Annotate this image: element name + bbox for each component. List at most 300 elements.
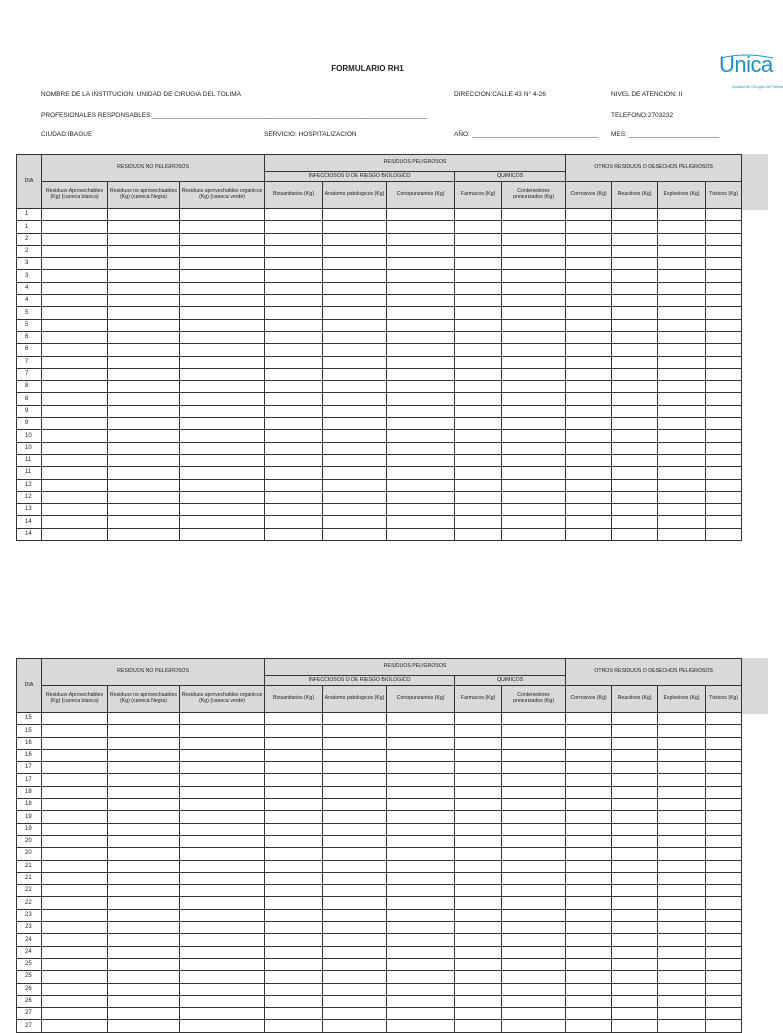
entry-cell[interactable] — [612, 307, 658, 319]
entry-cell[interactable] — [566, 983, 612, 995]
entry-cell[interactable] — [612, 454, 658, 466]
entry-cell[interactable] — [706, 971, 742, 983]
entry-cell[interactable] — [455, 368, 502, 380]
entry-cell[interactable] — [612, 418, 658, 430]
entry-cell[interactable] — [455, 479, 502, 491]
entry-cell[interactable] — [108, 344, 180, 356]
entry-cell[interactable] — [706, 958, 742, 970]
entry-cell[interactable] — [612, 897, 658, 909]
entry-cell[interactable] — [502, 221, 566, 233]
entry-cell[interactable] — [180, 221, 265, 233]
entry-cell[interactable] — [455, 295, 502, 307]
entry-cell[interactable] — [566, 491, 612, 503]
entry-cell[interactable] — [658, 1008, 706, 1020]
entry-cell[interactable] — [180, 762, 265, 774]
entry-cell[interactable] — [706, 1008, 742, 1020]
entry-cell[interactable] — [323, 442, 387, 454]
entry-cell[interactable] — [658, 258, 706, 270]
entry-cell[interactable] — [566, 971, 612, 983]
entry-cell[interactable] — [42, 713, 108, 725]
entry-cell[interactable] — [612, 737, 658, 749]
entry-cell[interactable] — [566, 897, 612, 909]
entry-cell[interactable] — [265, 713, 323, 725]
entry-cell[interactable] — [42, 331, 108, 343]
entry-cell[interactable] — [566, 799, 612, 811]
entry-cell[interactable] — [566, 319, 612, 331]
entry-cell[interactable] — [180, 233, 265, 245]
entry-cell[interactable] — [180, 454, 265, 466]
entry-cell[interactable] — [612, 885, 658, 897]
entry-cell[interactable] — [108, 393, 180, 405]
entry-cell[interactable] — [612, 368, 658, 380]
entry-cell[interactable] — [387, 430, 455, 442]
entry-cell[interactable] — [323, 233, 387, 245]
entry-cell[interactable] — [323, 811, 387, 823]
entry-cell[interactable] — [265, 1008, 323, 1020]
entry-cell[interactable] — [455, 491, 502, 503]
entry-cell[interactable] — [387, 209, 455, 221]
entry-cell[interactable] — [265, 258, 323, 270]
entry-cell[interactable] — [658, 479, 706, 491]
entry-cell[interactable] — [323, 516, 387, 528]
mes-field[interactable]: MES: _________________________ — [611, 131, 720, 138]
entry-cell[interactable] — [706, 713, 742, 725]
entry-cell[interactable] — [265, 958, 323, 970]
entry-cell[interactable] — [108, 971, 180, 983]
entry-cell[interactable] — [658, 368, 706, 380]
entry-cell[interactable] — [387, 909, 455, 921]
entry-cell[interactable] — [42, 823, 108, 835]
entry-cell[interactable] — [323, 393, 387, 405]
entry-cell[interactable] — [108, 725, 180, 737]
entry-cell[interactable] — [502, 516, 566, 528]
entry-cell[interactable] — [658, 872, 706, 884]
entry-cell[interactable] — [455, 258, 502, 270]
entry-cell[interactable] — [323, 467, 387, 479]
entry-cell[interactable] — [323, 737, 387, 749]
entry-cell[interactable] — [387, 344, 455, 356]
entry-cell[interactable] — [265, 430, 323, 442]
entry-cell[interactable] — [180, 344, 265, 356]
entry-cell[interactable] — [387, 393, 455, 405]
entry-cell[interactable] — [108, 270, 180, 282]
entry-cell[interactable] — [658, 786, 706, 798]
entry-cell[interactable] — [566, 848, 612, 860]
entry-cell[interactable] — [612, 848, 658, 860]
entry-cell[interactable] — [323, 762, 387, 774]
entry-cell[interactable] — [108, 258, 180, 270]
entry-cell[interactable] — [566, 823, 612, 835]
entry-cell[interactable] — [387, 737, 455, 749]
entry-cell[interactable] — [180, 737, 265, 749]
entry-cell[interactable] — [180, 504, 265, 516]
entry-cell[interactable] — [502, 749, 566, 761]
entry-cell[interactable] — [42, 479, 108, 491]
entry-cell[interactable] — [265, 368, 323, 380]
entry-cell[interactable] — [387, 331, 455, 343]
entry-cell[interactable] — [265, 909, 323, 921]
entry-cell[interactable] — [42, 725, 108, 737]
entry-cell[interactable] — [658, 282, 706, 294]
entry-cell[interactable] — [455, 454, 502, 466]
entry-cell[interactable] — [502, 946, 566, 958]
entry-cell[interactable] — [265, 270, 323, 282]
entry-cell[interactable] — [387, 774, 455, 786]
entry-cell[interactable] — [502, 713, 566, 725]
entry-cell[interactable] — [566, 467, 612, 479]
entry-cell[interactable] — [706, 749, 742, 761]
entry-cell[interactable] — [612, 282, 658, 294]
entry-cell[interactable] — [180, 331, 265, 343]
entry-cell[interactable] — [108, 983, 180, 995]
entry-cell[interactable] — [387, 762, 455, 774]
entry-cell[interactable] — [42, 295, 108, 307]
entry-cell[interactable] — [706, 725, 742, 737]
entry-cell[interactable] — [42, 233, 108, 245]
entry-cell[interactable] — [566, 1020, 612, 1032]
entry-cell[interactable] — [706, 1020, 742, 1032]
entry-cell[interactable] — [658, 823, 706, 835]
entry-cell[interactable] — [455, 381, 502, 393]
entry-cell[interactable] — [265, 737, 323, 749]
entry-cell[interactable] — [265, 1020, 323, 1032]
entry-cell[interactable] — [455, 885, 502, 897]
entry-cell[interactable] — [706, 823, 742, 835]
entry-cell[interactable] — [455, 209, 502, 221]
entry-cell[interactable] — [706, 799, 742, 811]
entry-cell[interactable] — [658, 295, 706, 307]
entry-cell[interactable] — [706, 786, 742, 798]
entry-cell[interactable] — [566, 725, 612, 737]
entry-cell[interactable] — [42, 958, 108, 970]
entry-cell[interactable] — [566, 381, 612, 393]
entry-cell[interactable] — [612, 405, 658, 417]
entry-cell[interactable] — [612, 430, 658, 442]
entry-cell[interactable] — [455, 405, 502, 417]
entry-cell[interactable] — [180, 491, 265, 503]
entry-cell[interactable] — [502, 405, 566, 417]
entry-cell[interactable] — [265, 282, 323, 294]
entry-cell[interactable] — [455, 823, 502, 835]
entry-cell[interactable] — [265, 418, 323, 430]
entry-cell[interactable] — [387, 270, 455, 282]
entry-cell[interactable] — [108, 1008, 180, 1020]
entry-cell[interactable] — [42, 835, 108, 847]
entry-cell[interactable] — [658, 749, 706, 761]
entry-cell[interactable] — [108, 282, 180, 294]
entry-cell[interactable] — [612, 909, 658, 921]
entry-cell[interactable] — [265, 934, 323, 946]
entry-cell[interactable] — [108, 233, 180, 245]
entry-cell[interactable] — [455, 430, 502, 442]
entry-cell[interactable] — [323, 971, 387, 983]
entry-cell[interactable] — [108, 319, 180, 331]
entry-cell[interactable] — [658, 356, 706, 368]
entry-cell[interactable] — [265, 860, 323, 872]
entry-cell[interactable] — [323, 307, 387, 319]
entry-cell[interactable] — [108, 958, 180, 970]
entry-cell[interactable] — [455, 516, 502, 528]
entry-cell[interactable] — [265, 971, 323, 983]
entry-cell[interactable] — [658, 491, 706, 503]
entry-cell[interactable] — [42, 393, 108, 405]
entry-cell[interactable] — [265, 516, 323, 528]
entry-cell[interactable] — [455, 848, 502, 860]
entry-cell[interactable] — [566, 1008, 612, 1020]
entry-cell[interactable] — [180, 442, 265, 454]
entry-cell[interactable] — [180, 270, 265, 282]
entry-cell[interactable] — [108, 442, 180, 454]
entry-cell[interactable] — [502, 467, 566, 479]
entry-cell[interactable] — [612, 922, 658, 934]
entry-cell[interactable] — [706, 995, 742, 1007]
entry-cell[interactable] — [706, 405, 742, 417]
entry-cell[interactable] — [108, 897, 180, 909]
entry-cell[interactable] — [566, 356, 612, 368]
entry-cell[interactable] — [323, 860, 387, 872]
entry-cell[interactable] — [455, 270, 502, 282]
entry-cell[interactable] — [566, 811, 612, 823]
entry-cell[interactable] — [612, 946, 658, 958]
entry-cell[interactable] — [180, 245, 265, 257]
entry-cell[interactable] — [42, 848, 108, 860]
entry-cell[interactable] — [265, 405, 323, 417]
entry-cell[interactable] — [612, 245, 658, 257]
entry-cell[interactable] — [323, 958, 387, 970]
entry-cell[interactable] — [658, 737, 706, 749]
entry-cell[interactable] — [502, 233, 566, 245]
entry-cell[interactable] — [108, 737, 180, 749]
entry-cell[interactable] — [265, 344, 323, 356]
entry-cell[interactable] — [323, 282, 387, 294]
entry-cell[interactable] — [387, 823, 455, 835]
entry-cell[interactable] — [658, 467, 706, 479]
entry-cell[interactable] — [180, 356, 265, 368]
entry-cell[interactable] — [323, 295, 387, 307]
entry-cell[interactable] — [180, 971, 265, 983]
entry-cell[interactable] — [612, 258, 658, 270]
entry-cell[interactable] — [323, 221, 387, 233]
entry-cell[interactable] — [387, 221, 455, 233]
entry-cell[interactable] — [42, 983, 108, 995]
entry-cell[interactable] — [566, 405, 612, 417]
entry-cell[interactable] — [455, 725, 502, 737]
entry-cell[interactable] — [566, 393, 612, 405]
entry-cell[interactable] — [706, 946, 742, 958]
entry-cell[interactable] — [387, 885, 455, 897]
entry-cell[interactable] — [180, 282, 265, 294]
entry-cell[interactable] — [658, 811, 706, 823]
entry-cell[interactable] — [658, 762, 706, 774]
entry-cell[interactable] — [108, 479, 180, 491]
entry-cell[interactable] — [108, 356, 180, 368]
entry-cell[interactable] — [323, 983, 387, 995]
entry-cell[interactable] — [387, 983, 455, 995]
entry-cell[interactable] — [612, 1008, 658, 1020]
entry-cell[interactable] — [180, 725, 265, 737]
entry-cell[interactable] — [265, 946, 323, 958]
entry-cell[interactable] — [42, 897, 108, 909]
entry-cell[interactable] — [658, 774, 706, 786]
entry-cell[interactable] — [265, 897, 323, 909]
entry-cell[interactable] — [387, 479, 455, 491]
entry-cell[interactable] — [323, 774, 387, 786]
entry-cell[interactable] — [566, 995, 612, 1007]
entry-cell[interactable] — [323, 258, 387, 270]
entry-cell[interactable] — [612, 295, 658, 307]
entry-cell[interactable] — [265, 799, 323, 811]
entry-cell[interactable] — [455, 356, 502, 368]
entry-cell[interactable] — [42, 749, 108, 761]
entry-cell[interactable] — [612, 762, 658, 774]
entry-cell[interactable] — [323, 491, 387, 503]
entry-cell[interactable] — [42, 934, 108, 946]
entry-cell[interactable] — [323, 786, 387, 798]
entry-cell[interactable] — [658, 971, 706, 983]
entry-cell[interactable] — [658, 1020, 706, 1032]
entry-cell[interactable] — [265, 442, 323, 454]
entry-cell[interactable] — [706, 479, 742, 491]
entry-cell[interactable] — [42, 258, 108, 270]
entry-cell[interactable] — [42, 430, 108, 442]
entry-cell[interactable] — [42, 467, 108, 479]
entry-cell[interactable] — [42, 381, 108, 393]
entry-cell[interactable] — [658, 319, 706, 331]
entry-cell[interactable] — [42, 368, 108, 380]
entry-cell[interactable] — [180, 1020, 265, 1032]
entry-cell[interactable] — [108, 504, 180, 516]
entry-cell[interactable] — [502, 344, 566, 356]
entry-cell[interactable] — [42, 872, 108, 884]
entry-cell[interactable] — [455, 233, 502, 245]
entry-cell[interactable] — [42, 356, 108, 368]
entry-cell[interactable] — [658, 504, 706, 516]
entry-cell[interactable] — [265, 786, 323, 798]
entry-cell[interactable] — [502, 418, 566, 430]
entry-cell[interactable] — [502, 860, 566, 872]
entry-cell[interactable] — [323, 479, 387, 491]
entry-cell[interactable] — [612, 799, 658, 811]
entry-cell[interactable] — [323, 344, 387, 356]
entry-cell[interactable] — [706, 221, 742, 233]
entry-cell[interactable] — [706, 209, 742, 221]
entry-cell[interactable] — [108, 823, 180, 835]
entry-cell[interactable] — [612, 725, 658, 737]
entry-cell[interactable] — [502, 737, 566, 749]
entry-cell[interactable] — [180, 848, 265, 860]
entry-cell[interactable] — [265, 995, 323, 1007]
entry-cell[interactable] — [108, 368, 180, 380]
entry-cell[interactable] — [265, 983, 323, 995]
entry-cell[interactable] — [42, 319, 108, 331]
entry-cell[interactable] — [323, 1008, 387, 1020]
entry-cell[interactable] — [566, 307, 612, 319]
entry-cell[interactable] — [387, 946, 455, 958]
entry-cell[interactable] — [387, 860, 455, 872]
entry-cell[interactable] — [323, 909, 387, 921]
entry-cell[interactable] — [387, 934, 455, 946]
entry-cell[interactable] — [387, 848, 455, 860]
entry-cell[interactable] — [658, 995, 706, 1007]
entry-cell[interactable] — [265, 319, 323, 331]
entry-cell[interactable] — [706, 774, 742, 786]
entry-cell[interactable] — [502, 762, 566, 774]
entry-cell[interactable] — [612, 983, 658, 995]
entry-cell[interactable] — [265, 774, 323, 786]
entry-cell[interactable] — [455, 528, 502, 540]
entry-cell[interactable] — [455, 922, 502, 934]
entry-cell[interactable] — [265, 848, 323, 860]
entry-cell[interactable] — [42, 516, 108, 528]
entry-cell[interactable] — [566, 368, 612, 380]
entry-cell[interactable] — [387, 491, 455, 503]
entry-cell[interactable] — [387, 922, 455, 934]
entry-cell[interactable] — [387, 799, 455, 811]
entry-cell[interactable] — [265, 491, 323, 503]
entry-cell[interactable] — [612, 221, 658, 233]
entry-cell[interactable] — [265, 872, 323, 884]
entry-cell[interactable] — [502, 442, 566, 454]
entry-cell[interactable] — [502, 897, 566, 909]
entry-cell[interactable] — [706, 430, 742, 442]
entry-cell[interactable] — [658, 725, 706, 737]
entry-cell[interactable] — [566, 958, 612, 970]
entry-cell[interactable] — [323, 885, 387, 897]
entry-cell[interactable] — [387, 971, 455, 983]
entry-cell[interactable] — [323, 270, 387, 282]
entry-cell[interactable] — [265, 381, 323, 393]
entry-cell[interactable] — [180, 467, 265, 479]
entry-cell[interactable] — [566, 418, 612, 430]
entry-cell[interactable] — [455, 909, 502, 921]
entry-cell[interactable] — [42, 786, 108, 798]
entry-cell[interactable] — [323, 749, 387, 761]
entry-cell[interactable] — [323, 799, 387, 811]
entry-cell[interactable] — [108, 995, 180, 1007]
entry-cell[interactable] — [706, 897, 742, 909]
entry-cell[interactable] — [455, 860, 502, 872]
entry-cell[interactable] — [612, 835, 658, 847]
entry-cell[interactable] — [612, 356, 658, 368]
entry-cell[interactable] — [180, 393, 265, 405]
entry-cell[interactable] — [455, 934, 502, 946]
entry-cell[interactable] — [387, 786, 455, 798]
entry-cell[interactable] — [265, 835, 323, 847]
entry-cell[interactable] — [566, 860, 612, 872]
entry-cell[interactable] — [108, 922, 180, 934]
entry-cell[interactable] — [612, 504, 658, 516]
entry-cell[interactable] — [566, 713, 612, 725]
entry-cell[interactable] — [566, 885, 612, 897]
entry-cell[interactable] — [455, 749, 502, 761]
entry-cell[interactable] — [566, 516, 612, 528]
entry-cell[interactable] — [323, 1020, 387, 1032]
entry-cell[interactable] — [42, 245, 108, 257]
entry-cell[interactable] — [265, 221, 323, 233]
entry-cell[interactable] — [502, 504, 566, 516]
entry-cell[interactable] — [42, 909, 108, 921]
profesionales-field[interactable]: PROFESIONALES RESPONSABLES:____________________________________________________________________________ — [41, 112, 427, 119]
entry-cell[interactable] — [323, 922, 387, 934]
entry-cell[interactable] — [265, 528, 323, 540]
entry-cell[interactable] — [612, 1020, 658, 1032]
entry-cell[interactable] — [612, 823, 658, 835]
entry-cell[interactable] — [502, 282, 566, 294]
entry-cell[interactable] — [323, 872, 387, 884]
entry-cell[interactable] — [612, 786, 658, 798]
entry-cell[interactable] — [706, 504, 742, 516]
entry-cell[interactable] — [612, 971, 658, 983]
